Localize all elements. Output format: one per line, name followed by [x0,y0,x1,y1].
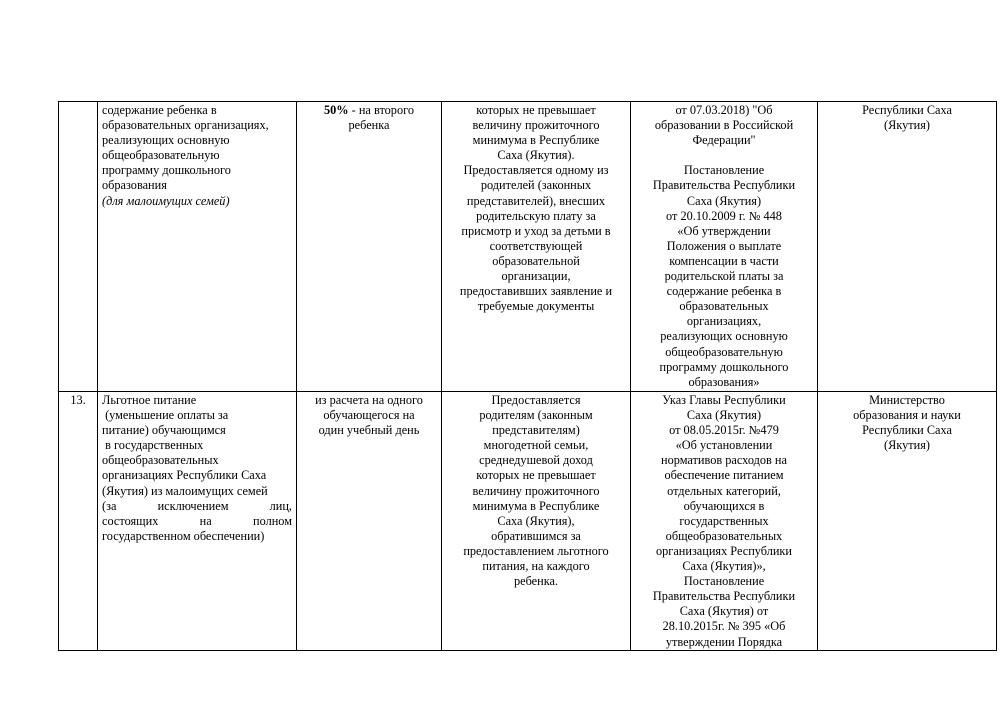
benefit-note: (для малоимущих семей) [102,193,230,208]
benefit-name-line: (уменьшение оплаты за [102,408,229,423]
benefit-name-line: организациях Республики Саха [102,468,267,483]
table-row [59,392,997,651]
benefit-name-line: (за исключением лиц, [102,498,292,513]
amount-cell [297,102,442,392]
benefit-name-text: содержание ребенка в образовательных организациях, реализующих основную общеобразовательную программу дошкольного образования [102,103,269,193]
conditions-cell: которых не превышает величину прожиточного минимума в Республике Саха (Якутия). Предоставляется одному из родителей (законных представителей), внесших родительскую плату за присмотр и уход за детьми в соответствующей образовательной организации, предоставивших заявление и требуемые документы [442,102,631,392]
row-number-cell [59,102,98,392]
benefit-name-line: состоящих на полном [102,513,292,528]
benefit-name-line: в государственных [102,438,204,453]
benefits-table [58,101,997,651]
organization-cell: Министерство образования и науки Республики Саха (Якутия) [818,392,997,651]
amount-cell: из расчета на одного обучающегося на один учебный день [297,392,442,651]
benefit-name-cell [98,392,297,651]
row-number-cell: 13. [59,392,98,651]
legal-basis-cell: Указ Главы Республики Саха (Якутия) от 08.05.2015г. №479 «Об установлении нормативов расходов на обеспечение питанием отдельных категорий, обучающихся в государственных общеобразовательных организациях Республики Саха (Якутия)», Постановление Правительства Республики Саха (Якутия) от 28.10.2015г. № 395 «Об утверждении Порядка [631,392,818,651]
benefit-name-line: государственном обеспечении) [102,528,265,543]
benefit-name-line: питание) обучающимся [102,423,226,438]
legal-basis-cell: от 07.03.2018) "Об образовании в Российской Федерации" Постановление Правительства Республики Саха (Якутия) от 20.10.2009 г. № 448 «Об утверждении Положения о выплате компенсации в части родительской платы за содержание ребенка в образовательных организациях, реализующих основную общеобразовательную программу дошкольного образования» [631,102,818,392]
amount-text: - на второго ребенка [348,103,414,133]
amount-percent: 50% [324,103,349,117]
benefit-name-line: общеобразовательных [102,453,219,468]
organization-cell: Республики Саха (Якутия) [818,102,997,392]
conditions-cell: Предоставляется родителям (законным представителям) многодетной семьи, среднедушевой доход которых не превышает величину прожиточного минимума в Республике Саха (Якутия), обратившимся за предоставлением льготного питания, на каждого ребенка. [442,392,631,651]
benefit-name-cell [98,102,297,392]
table-row [59,102,997,392]
benefit-name-line: (Якутия) из малоимущих семей [102,483,268,498]
benefit-name-line: Льготное питание [102,393,197,407]
